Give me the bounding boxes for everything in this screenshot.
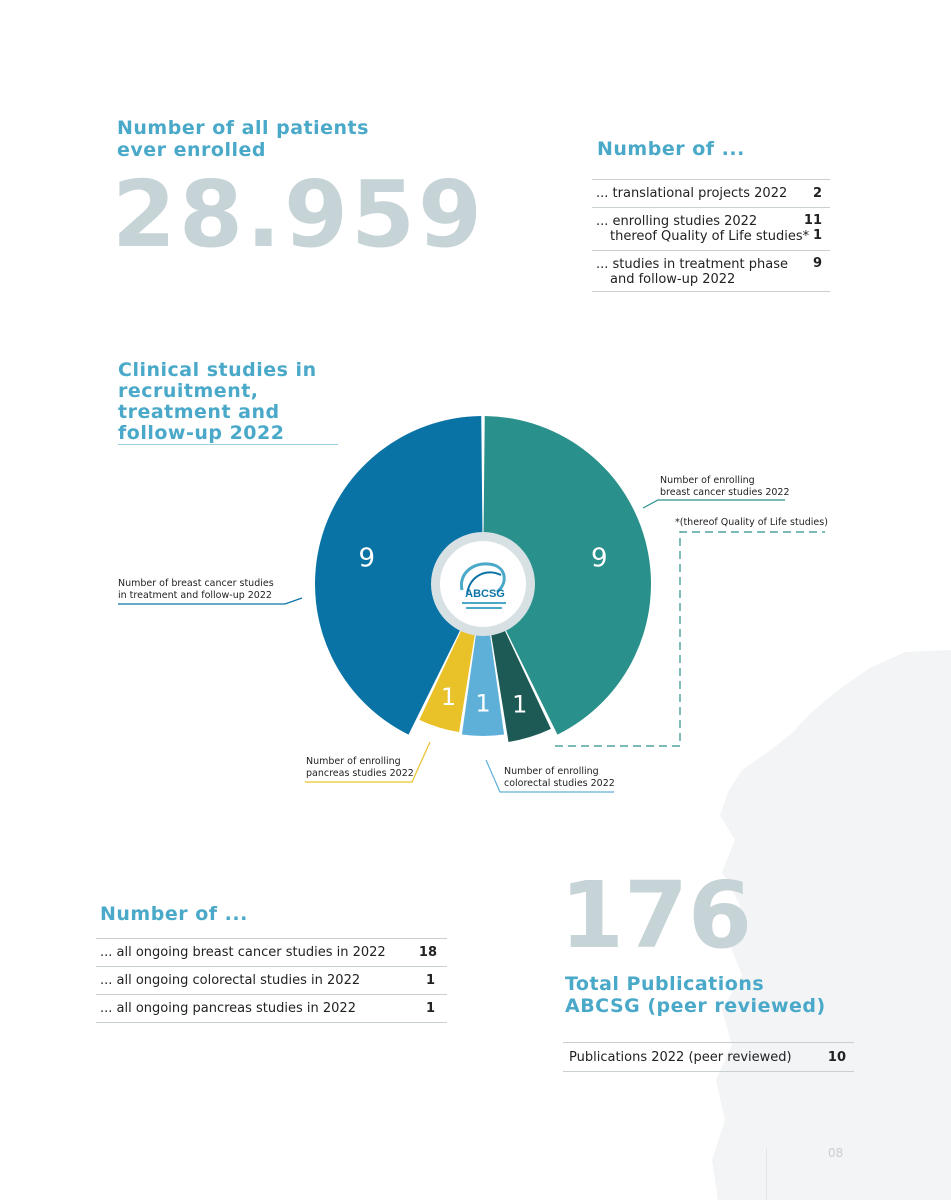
publications-number: 176 xyxy=(560,862,753,969)
table-row xyxy=(563,1043,854,1072)
pie-slice-label: 1 xyxy=(440,682,457,711)
annotation-line: in treatment and follow-up 2022 xyxy=(118,590,272,601)
row-value: 10 xyxy=(827,1050,846,1065)
annotation-line: pancreas studies 2022 xyxy=(306,768,414,779)
row-label: ... all ongoing colorectal studies in 2022 xyxy=(100,973,361,988)
enrolled-patients-number: 28.959 xyxy=(112,161,486,268)
enrolled-title: Number of all patients ever enrolled xyxy=(117,117,369,161)
annotation-line: Number of breast cancer studies xyxy=(118,578,274,589)
annotation-breast-treatment xyxy=(118,578,274,602)
number-of-top-title: Number of ... xyxy=(597,138,745,160)
row-label: ... all ongoing pancreas studies in 2022 xyxy=(100,1001,356,1016)
annotation-breast-enrolling xyxy=(660,475,790,499)
table-row xyxy=(96,995,447,1023)
publications-title: Total Publications ABCSG (peer reviewed) xyxy=(565,973,826,1017)
number-of-bottom-title: Number of ... xyxy=(100,903,248,925)
annotation-line: Number of enrolling xyxy=(504,766,599,777)
footer-divider xyxy=(766,1148,767,1200)
pie-slice-label: 1 xyxy=(475,689,491,718)
row-value: 11 xyxy=(803,213,822,228)
row-label: Publications 2022 (peer reviewed) xyxy=(569,1050,792,1065)
row-sublabel: and follow-up 2022 xyxy=(610,272,736,287)
leader-line-breast-enrolling xyxy=(643,500,785,508)
row-value: 18 xyxy=(418,945,437,960)
pie-slice-label: 1 xyxy=(512,690,528,719)
row-value: 2 xyxy=(812,186,822,201)
annotation-line: Number of enrolling xyxy=(660,475,755,486)
abcsg-logo xyxy=(431,532,535,636)
row-sublabel: thereof Quality of Life studies* xyxy=(610,229,810,244)
row-label: ... enrolling studies 2022 xyxy=(596,214,758,229)
number-of-bottom-table xyxy=(96,938,447,1023)
row-value: 1 xyxy=(425,973,435,988)
logo-text: ABCSG xyxy=(465,588,505,600)
row-value: 1 xyxy=(425,1001,435,1016)
annotation-line: breast cancer studies 2022 xyxy=(660,487,790,498)
row-value: 9 xyxy=(812,256,822,271)
annotation-line: Number of enrolling xyxy=(306,756,401,767)
publications-table xyxy=(563,1042,854,1072)
pie-slice-label: 9 xyxy=(590,543,608,574)
row-label: ... translational projects 2022 xyxy=(596,186,788,201)
row-subvalue: 1 xyxy=(812,228,822,243)
table-row xyxy=(96,939,447,967)
table-row xyxy=(96,967,447,995)
annotation-quality-of-life: *(thereof Quality of Life studies) xyxy=(675,517,828,528)
page-number: 08 xyxy=(828,1146,844,1160)
clinical-studies-title: Clinical studies in recruitment, treatment and follow-up 2022 xyxy=(118,359,317,444)
annotation-pancreas xyxy=(306,756,414,780)
annotation-line: colorectal studies 2022 xyxy=(504,778,615,789)
row-label: ... studies in treatment phase xyxy=(596,257,788,272)
pie-slice-label: 9 xyxy=(358,543,376,574)
annotation-colorectal xyxy=(504,766,615,790)
row-label: ... all ongoing breast cancer studies in 2022 xyxy=(100,945,386,960)
